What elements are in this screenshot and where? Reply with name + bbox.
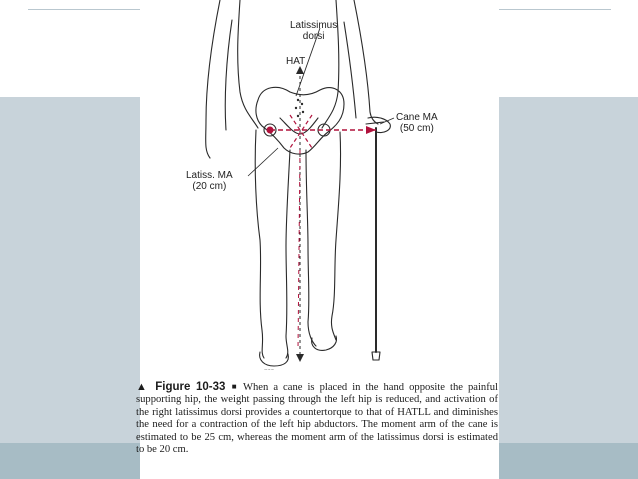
caption-marker: ▲ [136, 381, 150, 393]
slide-header-right [499, 0, 638, 98]
right-leg-outer [331, 132, 340, 340]
label-latissimus-dorsi [290, 20, 337, 42]
label-latiss-ma-line2: (20 cm) [192, 181, 227, 192]
label-hat: HAT [286, 56, 306, 67]
slide-footer-left [0, 443, 140, 479]
figure-number: Figure 10-33 [155, 381, 226, 393]
right-leg-inner [306, 150, 316, 346]
figure-caption [136, 381, 498, 456]
left-foot [260, 352, 289, 366]
right-foot [312, 336, 337, 350]
right-arm [354, 0, 378, 124]
header-rule-left [28, 9, 140, 10]
label-latissimus-line1: Latissimus [290, 20, 338, 31]
left-arm [206, 0, 220, 158]
label-latissimus-line2: dorsi [302, 31, 325, 42]
label-latiss-ma [186, 170, 233, 192]
hip-marker [267, 127, 274, 134]
header-rule-right [499, 9, 611, 10]
caption-separator: ■ [229, 382, 239, 391]
label-cane-ma-line1: Cane MA [396, 112, 438, 123]
label-cane-ma [396, 112, 438, 134]
left-leg-outer [255, 130, 264, 358]
slide-header-left [0, 0, 140, 98]
slide-band-right [499, 97, 638, 443]
left-arm-inner [225, 20, 232, 130]
latiss-ma-leader [248, 148, 278, 176]
torso-outline [238, 0, 258, 128]
label-cane-ma-line2: (50 cm) [399, 123, 434, 134]
cane-tip [372, 352, 380, 360]
slide-footer-right [499, 443, 638, 479]
pelvis-inner [280, 118, 318, 134]
svg-text:~~~: ~~~ [264, 367, 275, 372]
left-leg-inner [286, 150, 290, 358]
slide-band-left [0, 97, 140, 443]
right-arm-inner [344, 22, 356, 118]
caption-text: When a cane is placed in the hand opposite the painful supporting hip, the weight passing through the left hip is reduced, and activation of the right latissimus dorsi provides a countertorque to that of HATLL and diminishes the need for a contraction of the left hip abductors. The moment arm of the cane is estimated to be 25 cm, whereas the moment arm of the latissimus dorsi is estimated to be 20 cm. [136, 382, 498, 456]
label-latiss-ma-line1: Latiss. MA [186, 170, 233, 181]
